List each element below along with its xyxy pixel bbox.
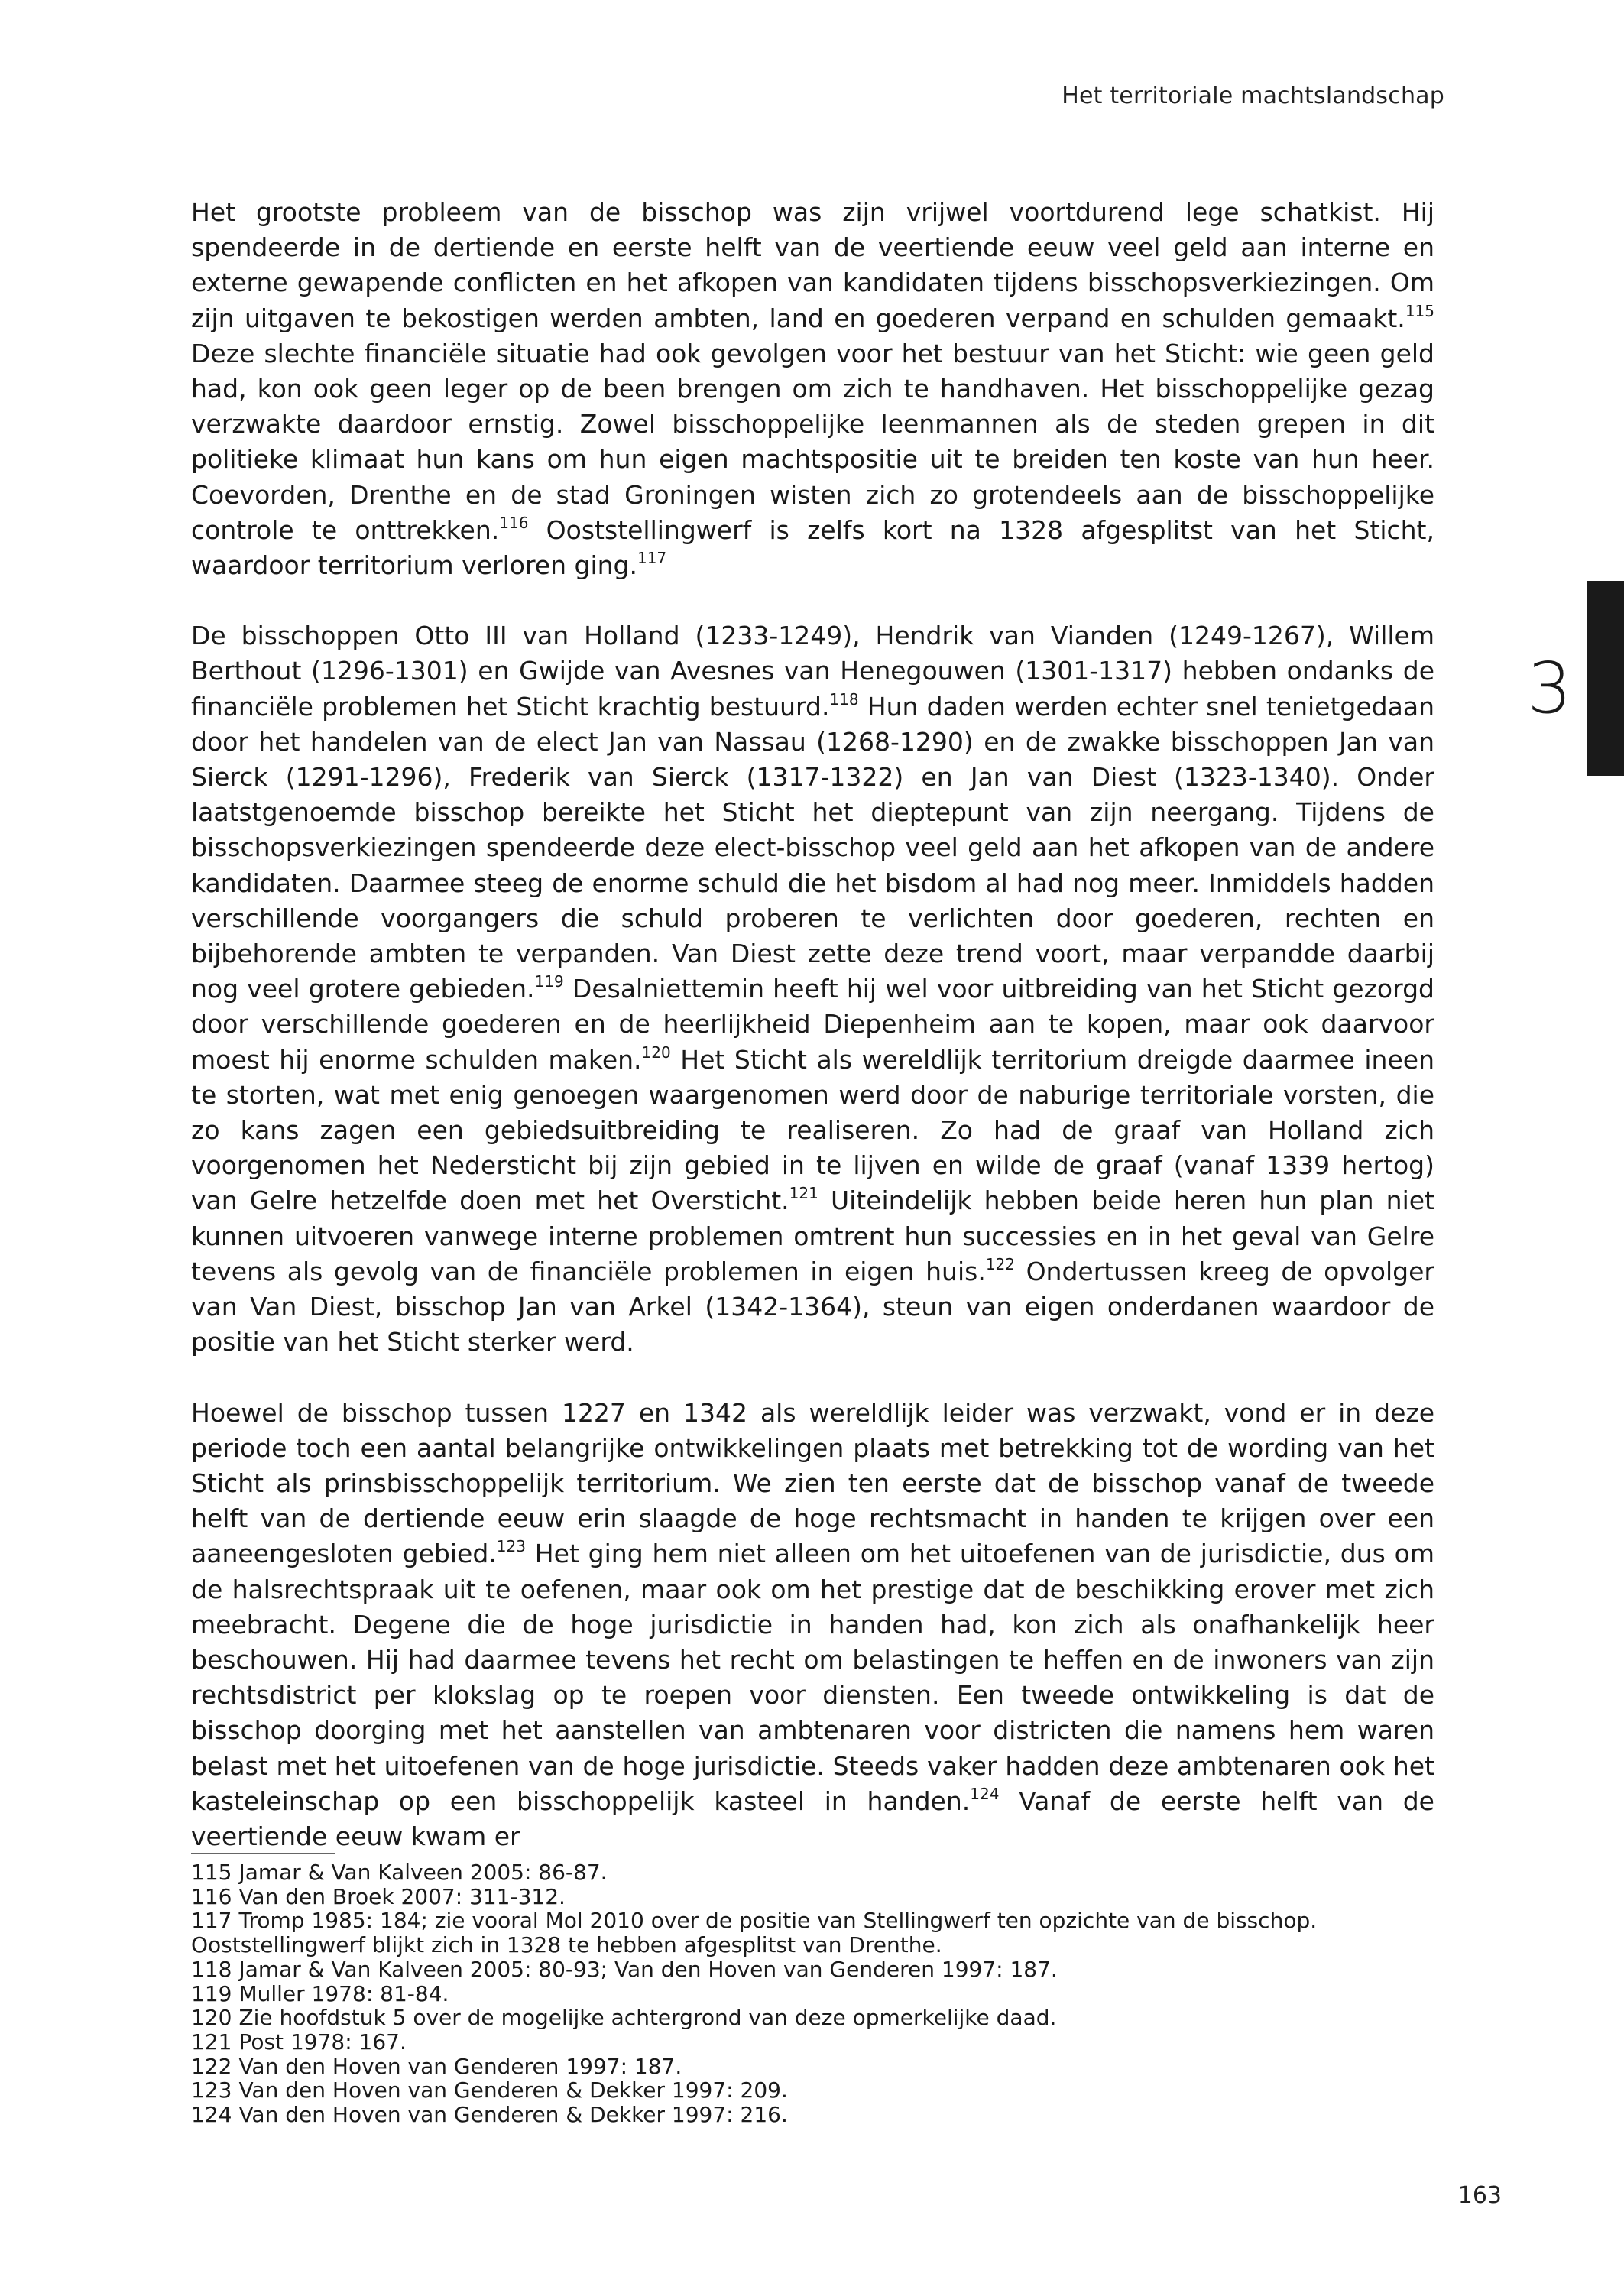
paragraph-text: Deze slechte financiële situatie had ook gevolgen voor het bestuur van het Sticht: wie geen geld had, kon ook geen leger op de been brengen om zich te handhaven. Het bisschoppelijke gezag verzwakte daardoor ernstig. Zowel bisschoppelijke leenmannen als de steden grepen in dit politieke klimaat hun kans om hun eigen machtspositie uit te breiden ten koste van hun heer. Coevorden, Drenthe en de stad Groningen wisten zich zo grotendeels aan de bisschoppelijke controle te onttrekken. — [191, 338, 1434, 545]
paragraph-text: Vanaf de eerste helft van de veertiende eeuw kwam er — [191, 1785, 1434, 1851]
footnote-number: 116 — [191, 1883, 232, 1909]
footnote-reference[interactable]: 116 — [499, 513, 529, 532]
footnote-text: Jamar & Van Kalveen 2005: 86-87. — [238, 1860, 608, 1885]
footnote-reference[interactable]: 120 — [641, 1043, 671, 1062]
footnote — [191, 2030, 1490, 2055]
footnote-number: 120 — [191, 2005, 232, 2031]
paragraph-text: De bisschoppen Otto III van Holland (1233-1249), Hendrik van Vianden (1249-1267), Willem Berthout (1296-1301) en Gwijde van Avesnes van Henegouwen (1301-1317) hebben ondanks de financiële problemen het Sticht krachtig bestuurd. — [191, 621, 1434, 722]
footnote-reference[interactable]: 122 — [985, 1254, 1016, 1273]
paragraph-text: Hoewel de bisschop tussen 1227 en 1342 als wereldlijk leider was verzwakt, vond er in deze periode toch een aantal belangrijke ontwikkelingen plaats met betrekking tot de wording van het Sticht als prinsbisschoppelijk territorium. We zien ten eerste dat de bisschop vanaf de tweede helft van de dertiende eeuw erin slaagde de hoge rechtsmacht in handen te krijgen over een aaneengesloten gebied. — [191, 1397, 1434, 1569]
footnote-number: 118 — [191, 1956, 232, 1982]
footnote-text: Van den Broek 2007: 311-312. — [238, 1883, 566, 1909]
paragraph-text: Uiteindelijk hebben beide heren hun plan niet kunnen uitvoeren vanwege interne problemen omtrent hun successies en in het geval van Gelre tevens als gevolg van de financiële problemen in eigen huis. — [191, 1185, 1434, 1286]
footnote-reference[interactable]: 121 — [789, 1184, 818, 1203]
footnote-number: 115 — [191, 1860, 232, 1885]
footnote — [191, 1982, 1490, 2006]
paragraph-text: Desalniettemin heeft hij wel voor uitbreiding van het Sticht gezorgd door verschillende goederen en de heerlijkheid Diepenheim aan te kopen, maar ook daarvoor moest hij enorme schulden maken. — [191, 974, 1434, 1075]
footnote-number: 119 — [191, 1980, 232, 2006]
footnote — [191, 2078, 1490, 2103]
footnote-text: Jamar & Van Kalveen 2005: 80-93; Van den Hoven van Genderen 1997: 187. — [238, 1956, 1058, 1982]
footnote-reference[interactable]: 119 — [534, 972, 564, 991]
body-paragraph — [191, 1396, 1434, 1855]
footnote-text: Muller 1978: 81-84. — [238, 1980, 449, 2006]
body-paragraph — [191, 618, 1434, 1360]
chapter-tab-marker — [1587, 581, 1624, 776]
footnote-text: Van den Hoven van Genderen & Dekker 1997: 209. — [238, 2077, 788, 2103]
footnote — [191, 2103, 1490, 2127]
footnote-number: 123 — [191, 2077, 232, 2103]
footnote-number: 121 — [191, 2029, 232, 2055]
footnote-separator — [191, 1853, 335, 1854]
footnote-reference[interactable]: 123 — [496, 1537, 526, 1556]
footnote-reference[interactable]: 118 — [829, 689, 859, 709]
paragraph-text: Het grootste probleem van de bisschop was zijn vrijwel voortdurend lege schatkist. Hij spendeerde in de dertiende en eerste helft van de veertiende eeuw veel geld aan interne en externe gewapende conflicten en het afkopen van kandidaten tijdens bisschopsverkiezingen. Om zijn uitgaven te bekostigen werden ambten, land en goederen verpand en schulden gemaakt. — [191, 197, 1434, 333]
footnote-text: Tromp 1985: 184; zie vooral Mol 2010 over de positie van Stellingwerf ten opzichte van de bisschop. — [238, 1908, 1318, 1934]
paragraph-text: Het ging hem niet alleen om het uitoefenen van de jurisdictie, dus om de halsrechtspraak uit te oefenen, maar ook om het prestige dat de beschikking erover met zich meebracht. Degene die de hoge jurisdictie in handen had, kon zich als onafhankelijk heer beschouwen. Hij had daarmee tevens het recht om belastingen te heffen en de inwoners van zijn rechtsdistrict per klokslag op te roepen voor diensten. Een tweede ontwikkeling is dat de bisschop doorging met het aanstellen van ambtenaren voor districten die namens hem waren belast met het uitoefenen van de hoge jurisdictie. Steeds vaker hadden deze ambtenaren ook het kasteleinschap op een bisschoppelijk kasteel in handen. — [191, 1539, 1435, 1816]
footnote-number: 117 — [191, 1908, 232, 1934]
footnote — [191, 1933, 1490, 1957]
footnote-number: 124 — [191, 2102, 232, 2128]
paragraph-text: Hun daden werden echter snel tenietgedaan door het handelen van de elect Jan van Nassau (1268-1290) en de zwakke bisschoppen Jan van Sierck (1291-1296), Frederik van Sierck (1317-1322) en Jan van Diest (1323-1340). Onder laatstgenoemde bisschop bereikte het Sticht het dieptepunt van zijn neergang. Tijdens de bisschopsverkiezingen spendeerde deze elect-bisschop veel geld aan het afkopen van de andere kandidaten. Daarmee steeg de enorme schuld die het bisdom al had nog meer. Inmiddels hadden verschillende voorgangers die schuld proberen te verlichten door goederen, rechten en bijbehorende ambten te verpanden. Van Diest zette deze trend voort, maar verpandde daarbij nog veel grotere gebieden. — [191, 691, 1434, 1004]
footnote-text: Van den Hoven van Genderen & Dekker 1997: 216. — [238, 2102, 788, 2128]
paragraph-text: Het Sticht als wereldlijk territorium dreigde daarmee ineen te storten, wat met enig genoegen waargenomen werd door de naburige territoriale vorsten, die zo kans zagen een gebiedsuitbreiding te realiseren. Zo had de graaf van Holland zich voorgenomen het Nedersticht bij zijn gebied in te lijven en wilde de graaf (vanaf 1339 hertog) van Gelre hetzelfde doen met het Oversticht. — [191, 1044, 1434, 1216]
footnote — [191, 1957, 1490, 1982]
paragraph-text: Ooststellingwerf is zelfs kort na 1328 afgesplitst van het Sticht, waardoor territorium verloren ging. — [191, 514, 1434, 581]
footnote-reference[interactable]: 115 — [1405, 301, 1434, 320]
footnote-number: 122 — [191, 2053, 232, 2079]
paragraph-text: Ondertussen kreeg de opvolger van Van Diest, bisschop Jan van Arkel (1342-1364), steun van eigen onderdanen waardoor de positie van het Sticht sterker werd. — [191, 1256, 1434, 1357]
footnote-text: Post 1978: 167. — [238, 2029, 407, 2055]
body-text — [191, 195, 1434, 1854]
footnote — [191, 2055, 1490, 2079]
footnote — [191, 1860, 1490, 1885]
footnote — [191, 1909, 1490, 1933]
footnote-text: Van den Hoven van Genderen 1997: 187. — [238, 2053, 682, 2079]
footnote — [191, 2006, 1490, 2030]
footnote-text: Ooststellingwerf blijkt zich in 1328 te hebben afgesplitst van Drenthe. — [191, 1932, 942, 1958]
footnote-reference[interactable]: 117 — [637, 549, 667, 568]
footnote-reference[interactable]: 124 — [970, 1784, 1000, 1803]
footnote — [191, 1885, 1490, 1909]
running-head: Het territoriale machtslandschap — [1062, 83, 1444, 109]
chapter-number: 3 — [1527, 647, 1572, 729]
page-number: 163 — [1457, 2182, 1502, 2209]
body-paragraph — [191, 195, 1434, 583]
footnote-text: Zie hoofdstuk 5 over de mogelijke achtergrond van deze opmerkelijke daad. — [238, 2005, 1057, 2031]
footnotes — [191, 1860, 1490, 2127]
